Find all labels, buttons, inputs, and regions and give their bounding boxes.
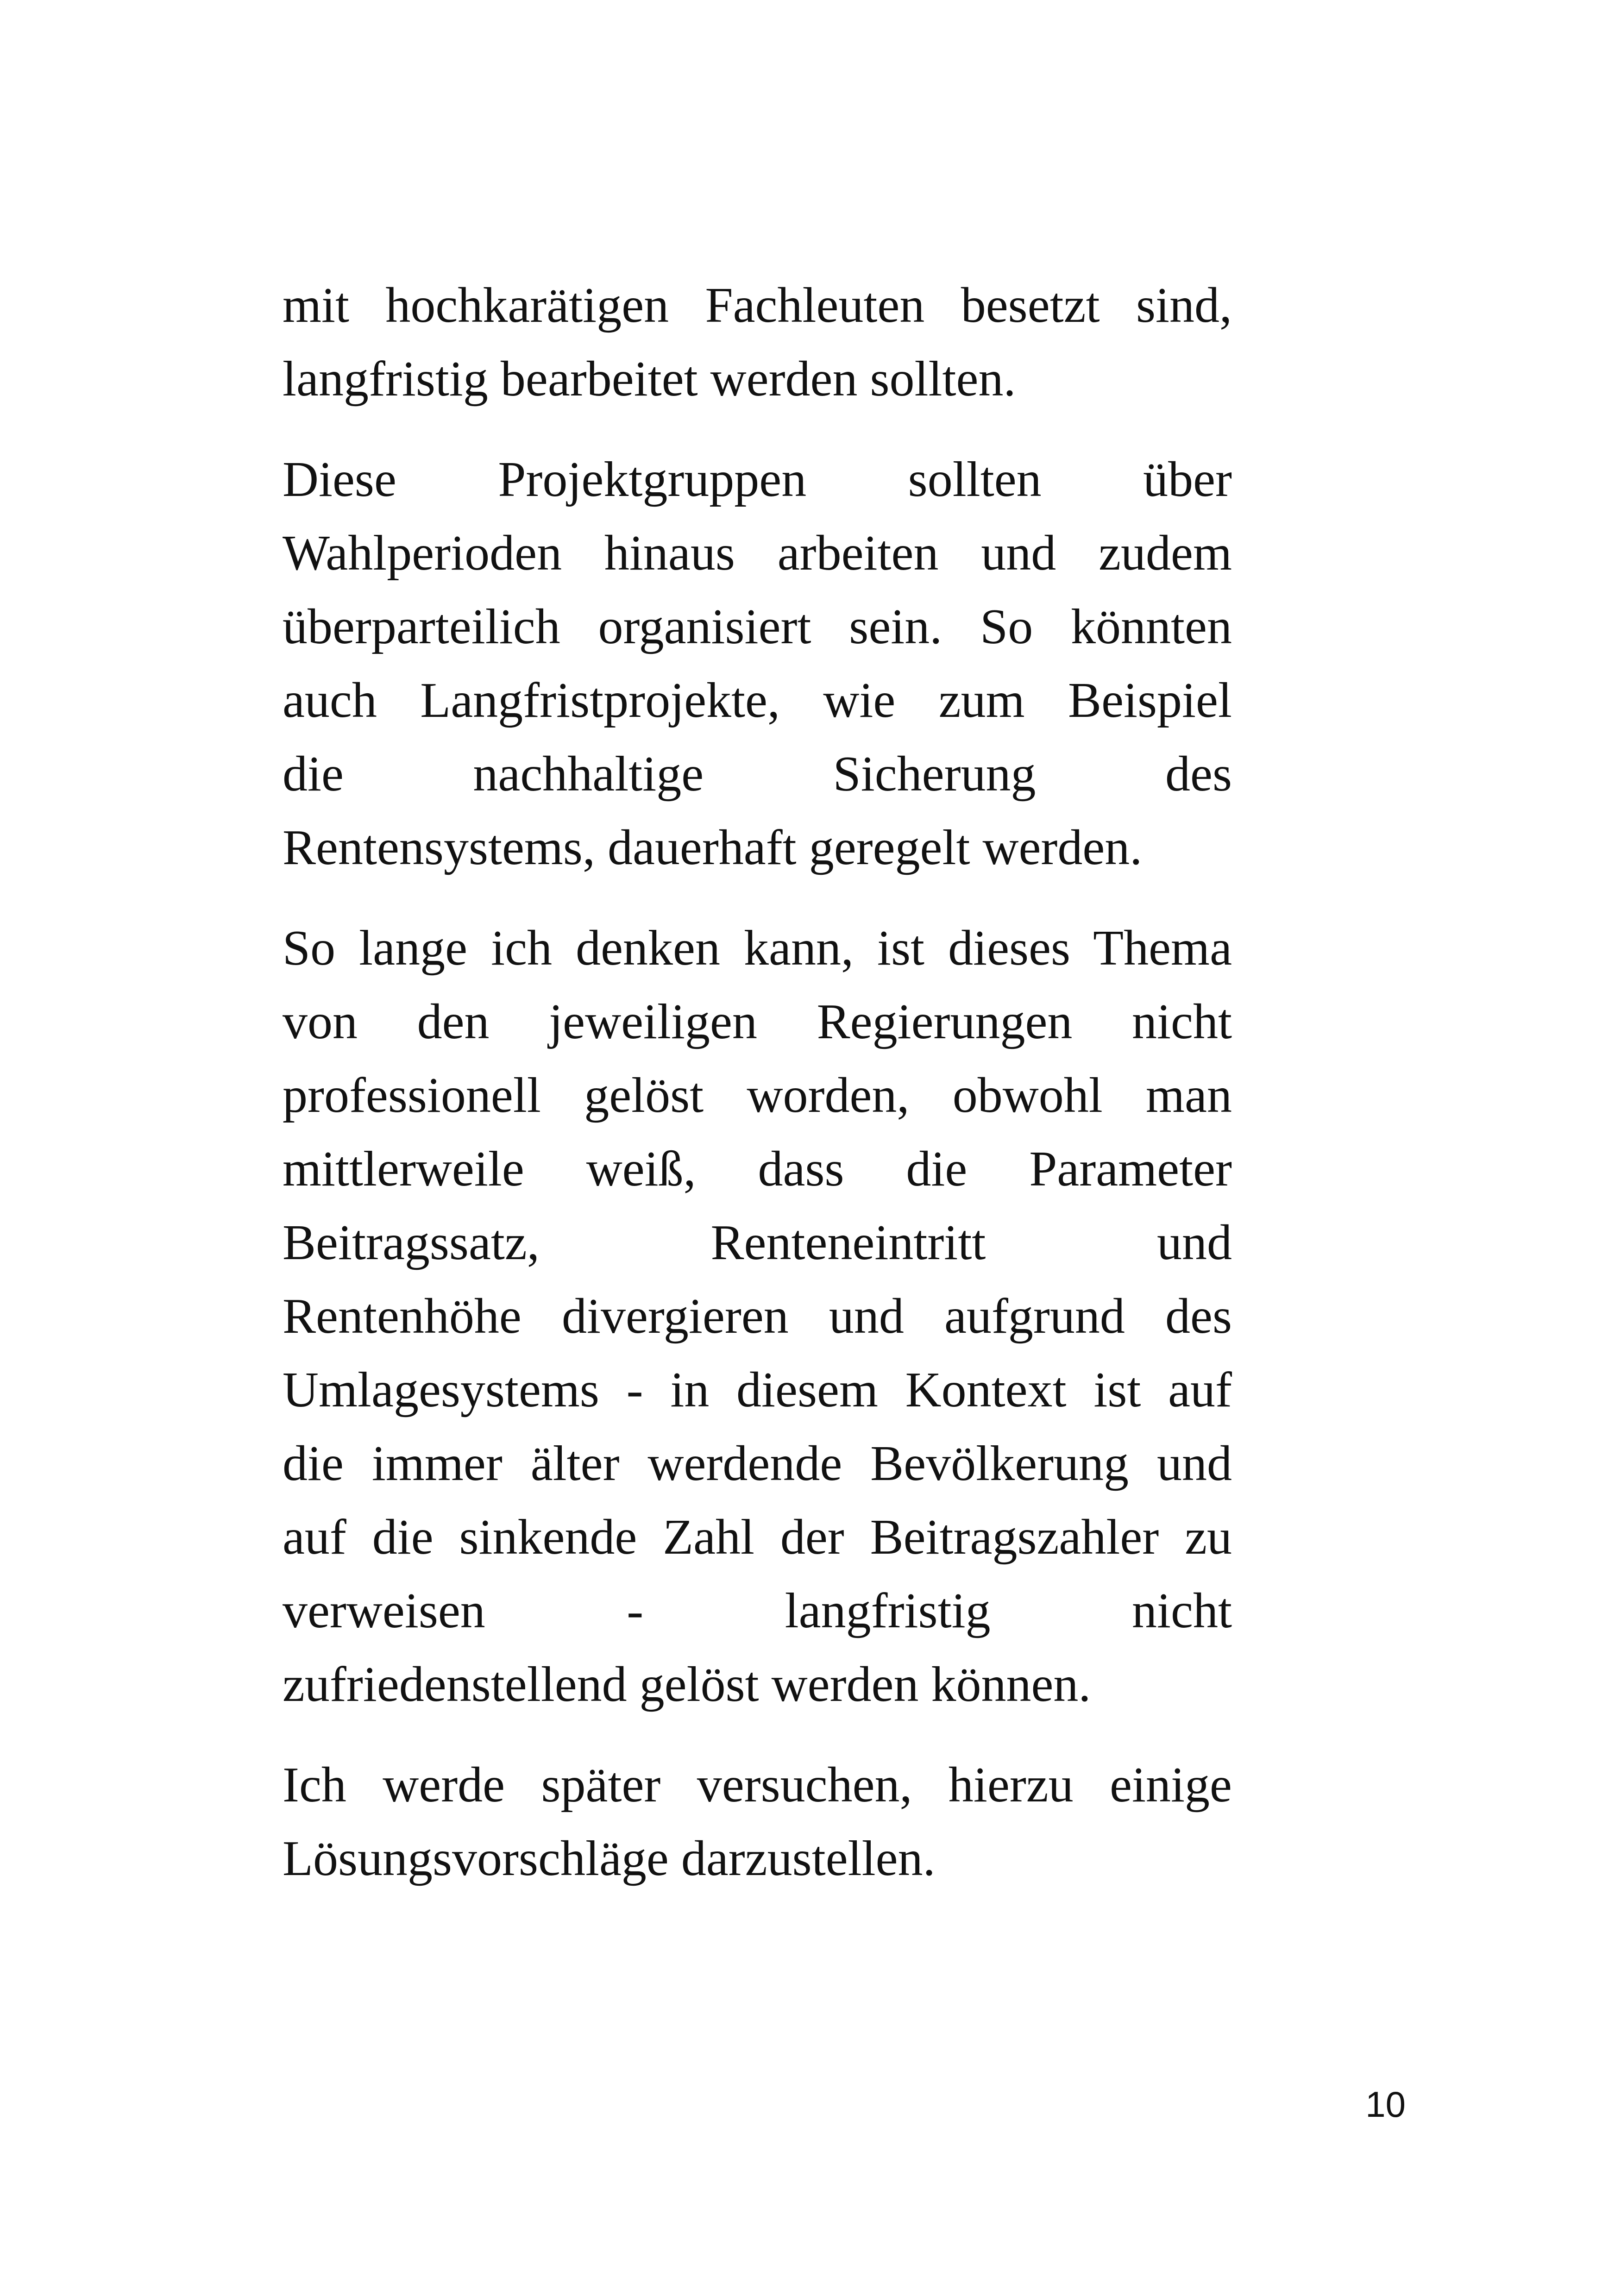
text-line: mit hochkarätigen Fachleuten besetzt sind, xyxy=(283,278,1232,333)
paragraph-3 xyxy=(283,911,1232,1721)
text-line: verweisen - langfristig nicht xyxy=(283,1583,1232,1638)
text-line: langfristig bearbeitet werden sollten. xyxy=(283,351,1016,407)
paragraph-2 xyxy=(283,443,1232,885)
text-line: professionell gelöst worden, obwohl man xyxy=(283,1068,1232,1123)
paragraph-1 xyxy=(283,269,1232,416)
text-line: überparteilich organisiert sein. So könnten xyxy=(283,599,1232,654)
text-line: Lösungsvorschläge darzustellen. xyxy=(283,1831,936,1886)
text-line: mittlerweile weiß, dass die Parameter xyxy=(283,1142,1232,1197)
text-line: Beitragssatz, Renteneintritt und xyxy=(283,1215,1232,1270)
text-line: Umlagesystems - in diesem Kontext ist auf xyxy=(283,1362,1232,1418)
text-line: Rentensystems, dauerhaft geregelt werden. xyxy=(283,820,1143,875)
text-line: von den jeweiligen Regierungen nicht xyxy=(283,994,1232,1049)
text-line: auch Langfristprojekte, wie zum Beispiel xyxy=(283,673,1232,728)
text-line: Ich werde später versuchen, hierzu einige xyxy=(283,1757,1232,1813)
paragraph-4 xyxy=(283,1748,1232,1895)
text-line: Rentenhöhe divergieren und aufgrund des xyxy=(283,1289,1232,1344)
text-line: Diese Projektgruppen sollten über xyxy=(283,452,1232,507)
body-text xyxy=(283,269,1232,1922)
text-line: auf die sinkende Zahl der Beitragszahler zu xyxy=(283,1510,1232,1565)
text-line: die nachhaltige Sicherung des xyxy=(283,747,1232,802)
page-number: 10 xyxy=(1365,2084,1406,2125)
text-line: Wahlperioden hinaus arbeiten und zudem xyxy=(283,526,1232,581)
text-line: So lange ich denken kann, ist dieses Thema xyxy=(283,921,1232,976)
text-line: die immer älter werdende Bevölkerung und xyxy=(283,1436,1232,1491)
text-line: zufriedenstellend gelöst werden können. xyxy=(283,1657,1091,1712)
